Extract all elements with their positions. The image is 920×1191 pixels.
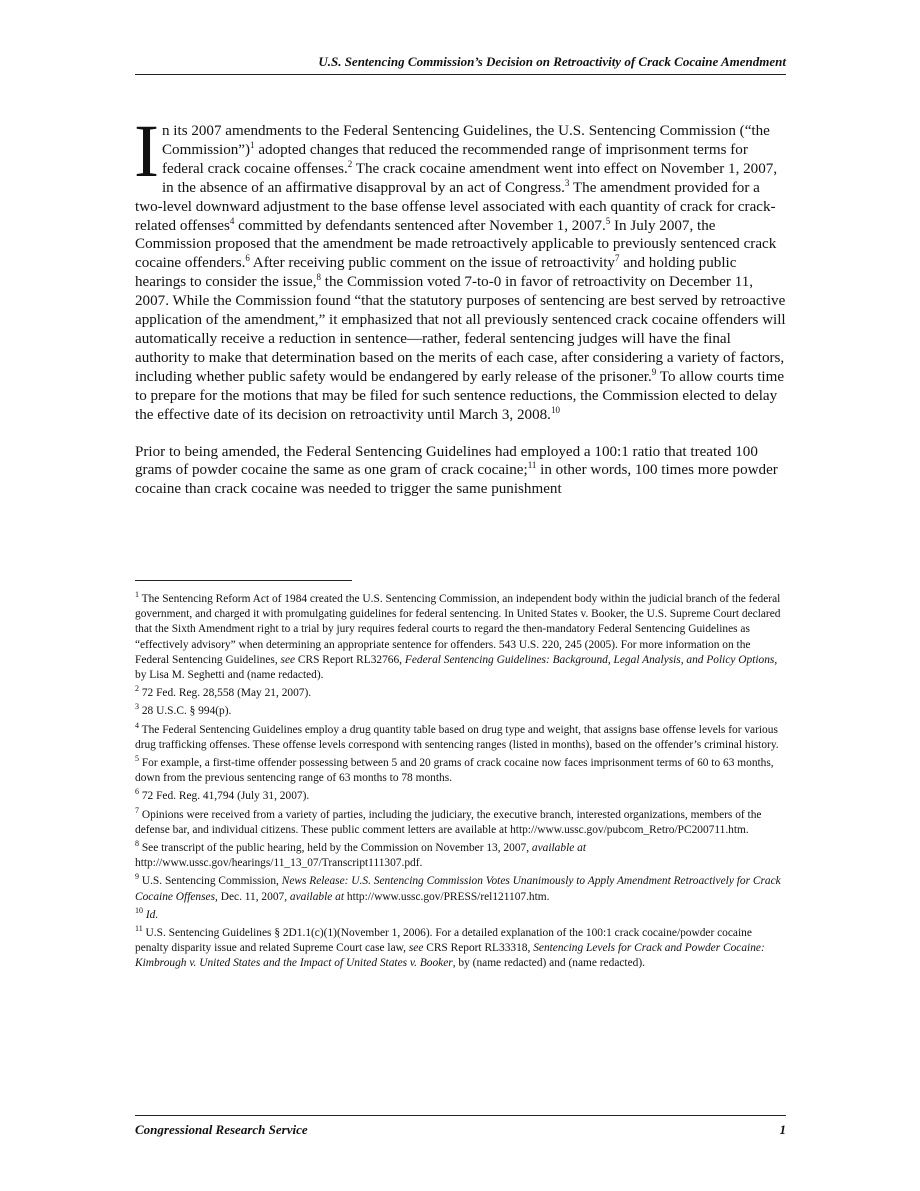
- footnote-4: [135, 720, 786, 753]
- footnote-text: 72 Fed. Reg. 41,794 (July 31, 2007).: [139, 790, 310, 803]
- footnote-text: The Federal Sentencing Guidelines employ a drug quantity table based on drug type and weight, that assigns base offense levels for various drug trafficking offenses. These offense levels correspond with sentencing ranges (listed in months), based on the offender’s criminal history.: [135, 723, 779, 751]
- footnote-reference: 5: [605, 215, 611, 226]
- footnote-number: 5: [135, 754, 139, 764]
- footnote-text: U.S. Sentencing Guidelines § 2D1.1(c)(1)(November 1, 2006). For a detailed explanation of the 100:1 crack cocaine/powder cocaine penalty disparity issue and related Supreme Court case law, see CRS Report RL33318, Sentencing Levels for Crack and Powder Cocaine: Kimbrough v. United States and the Impact of United States v. Booker, by (name redacted) and (name redacted).: [135, 927, 765, 970]
- running-header: [135, 54, 786, 75]
- italic-text: Sentencing Levels for Crack and Powder Cocaine: Kimbrough v. United States and the Impact of United States v. Booker: [135, 942, 765, 970]
- footnote-text: 28 U.S.C. § 994(p).: [139, 705, 232, 718]
- footnote-number: 2: [135, 684, 139, 694]
- footnote-3: [135, 704, 786, 719]
- footnote-number: 1: [135, 590, 139, 600]
- footnote-number: 4: [135, 720, 139, 730]
- footnote-text: See transcript of the public hearing, held by the Commission on November 13, 2007, available at http://www.ussc.gov/hearings/11_13_07/Transcript111307.pdf.: [135, 842, 587, 870]
- footnote-text: For example, a first-time offender possessing between 5 and 20 grams of crack cocaine now faces imprisonment terms of 60 to 63 months, down from the previous sentencing range of 63 months to 78 months.: [135, 757, 774, 785]
- footnote-reference: 9: [651, 366, 657, 377]
- footnote-reference: 11: [527, 460, 537, 471]
- footnote-reference: 7: [614, 253, 620, 264]
- footnote-text: 72 Fed. Reg. 28,558 (May 21, 2007).: [139, 687, 312, 700]
- footnote-11: [135, 926, 786, 972]
- footnote-9: [135, 874, 786, 904]
- footnote-7: [135, 805, 786, 838]
- paragraph-1-text: n its 2007 amendments to the Federal Sentencing Guidelines, the U.S. Sentencing Commission (“the Commission”)$^1$ adopted changes that reduced the recommended range of imprisonment terms for federal crack cocaine offenses.$^2$ The crack cocaine amendment went into effect on November 1, 2007, in the absence of an affirmative disapproval by an act of Congress.$^3$ The amendment provided for a two-level downward adjustment to the base offense level associated with each quantity of crack for crack-related offenses$^4$ committed by defendants sentenced after November 1, 2007.$^5$ In July 2007, the Commission proposed that the amendment be made retroactively applicable to previously sentenced crack cocaine offenders.$^6$ After receiving public comment on the issue of retroactivity$^7$ and holding public hearings to consider the issue,$^8$ the Commission voted 7-to-0 in favor of retroactivity on December 11, 2007. While the Commission found “that the statutory purposes of sentencing are best served by retroactive application of the amendment,” it emphasized that not all previously sentenced crack cocaine offenders will automatically receive a reduction in sentence—rather, federal sentencing judges will have the final authority to make that determination based on the merits of each case, after considering a variety of factors, including whether public safety would be endangered by early release of the prisoner.$^9$ To allow courts time to prepare for the motions that may be filed for such sentence reductions, the Commission elected to delay the effective date of its decision on retroactivity until March 3, 2008.10: [135, 123, 786, 423]
- footnote-number: 9: [135, 872, 139, 882]
- main-text: [134, 110, 786, 499]
- footnote-number: 11: [135, 924, 143, 934]
- footnote-8: [135, 841, 786, 871]
- footnote-text: [143, 909, 158, 921]
- footnote-number: 7: [135, 805, 139, 815]
- footnote-5: [135, 756, 786, 786]
- footnote-reference: 3: [564, 177, 570, 188]
- footnote-6: [135, 789, 786, 804]
- footnote-1: [135, 592, 786, 683]
- footnote-2: [135, 686, 786, 701]
- drop-cap: I: [134, 110, 159, 193]
- footnote-number: 8: [135, 839, 139, 849]
- italic-text: Federal Sentencing Guidelines: Background, Legal Analysis, and Policy Options: [404, 653, 775, 666]
- page-footer: [135, 1115, 786, 1138]
- footnote-number: 6: [135, 787, 139, 797]
- italic-text: News Release: U.S. Sentencing Commission Votes Unanimously to Apply Amendment Retroactively for Crack Cocaine Offenses,: [135, 875, 781, 903]
- footnote-separator: [135, 580, 352, 581]
- footnote-reference: 2: [347, 158, 353, 169]
- footnote-10: [135, 908, 786, 923]
- footnote-reference: 4: [229, 215, 235, 226]
- italic-text: Id.: [145, 908, 159, 921]
- footnote-reference: 8: [316, 272, 322, 283]
- header-title: U.S. Sentencing Commission’s Decision on Retroactivity of Crack Cocaine Amendment: [318, 54, 786, 69]
- footnote-reference: 10: [550, 404, 560, 415]
- footnote-number: 10: [135, 906, 143, 916]
- paragraph-2: [135, 443, 786, 500]
- paragraph-2-text: Prior to being amended, the Federal Sentencing Guidelines had employed a 100:1 ratio that treated 100 grams of powder cocaine the same as one gram of crack cocaine;$^{11}$ in other words, 100 times more powder cocaine than crack cocaine was needed to trigger the same punishment: [135, 443, 778, 498]
- footnote-text: U.S. Sentencing Commission, News Release: U.S. Sentencing Commission Votes Unanimously to Apply Amendment Retroactively for Crack Cocaine Offenses, Dec. 11, 2007, available at http://www.ussc.gov/PRESS/rel121107.htm.: [135, 875, 781, 903]
- footnotes: [135, 592, 786, 975]
- footer-publisher: Congressional Research Service: [135, 1122, 308, 1137]
- footnote-reference: 1: [250, 139, 255, 150]
- footnote-text: Opinions were received from a variety of parties, including the judiciary, the executive branch, interested organizations, members of the defense bar, and individual citizens. These public comment letters are available at http://www.ussc.gov/pubcom_Retro/PC200711.htm.: [135, 808, 762, 836]
- footnote-number: 3: [135, 702, 139, 712]
- paragraph-1: [134, 110, 786, 425]
- italic-text: see: [280, 653, 296, 666]
- footnote-reference: 6: [245, 253, 250, 264]
- italic-text: available at: [289, 890, 345, 903]
- page-number: 1: [779, 1122, 786, 1137]
- footnote-text: The Sentencing Reform Act of 1984 created the U.S. Sentencing Commission, an independent body within the judicial branch of the federal government, and charged it with promulgating guidelines for federal sentencing. In United States v. Booker, the U.S. Supreme Court declared that the Sixth Amendment right to a trial by jury requires federal courts to regard the then-mandatory Federal Sentencing Guidelines as “effectively advisory” when determining an appropriate sentence for offenders. 543 U.S. 220, 245 (2005). For more information on the Federal Sentencing Guidelines, see CRS Report RL32766, Federal Sentencing Guidelines: Background, Legal Analysis, and Policy Options, by Lisa M. Seghetti and (name redacted).: [135, 593, 781, 682]
- italic-text: see: [408, 942, 424, 955]
- italic-text: available at: [531, 842, 587, 855]
